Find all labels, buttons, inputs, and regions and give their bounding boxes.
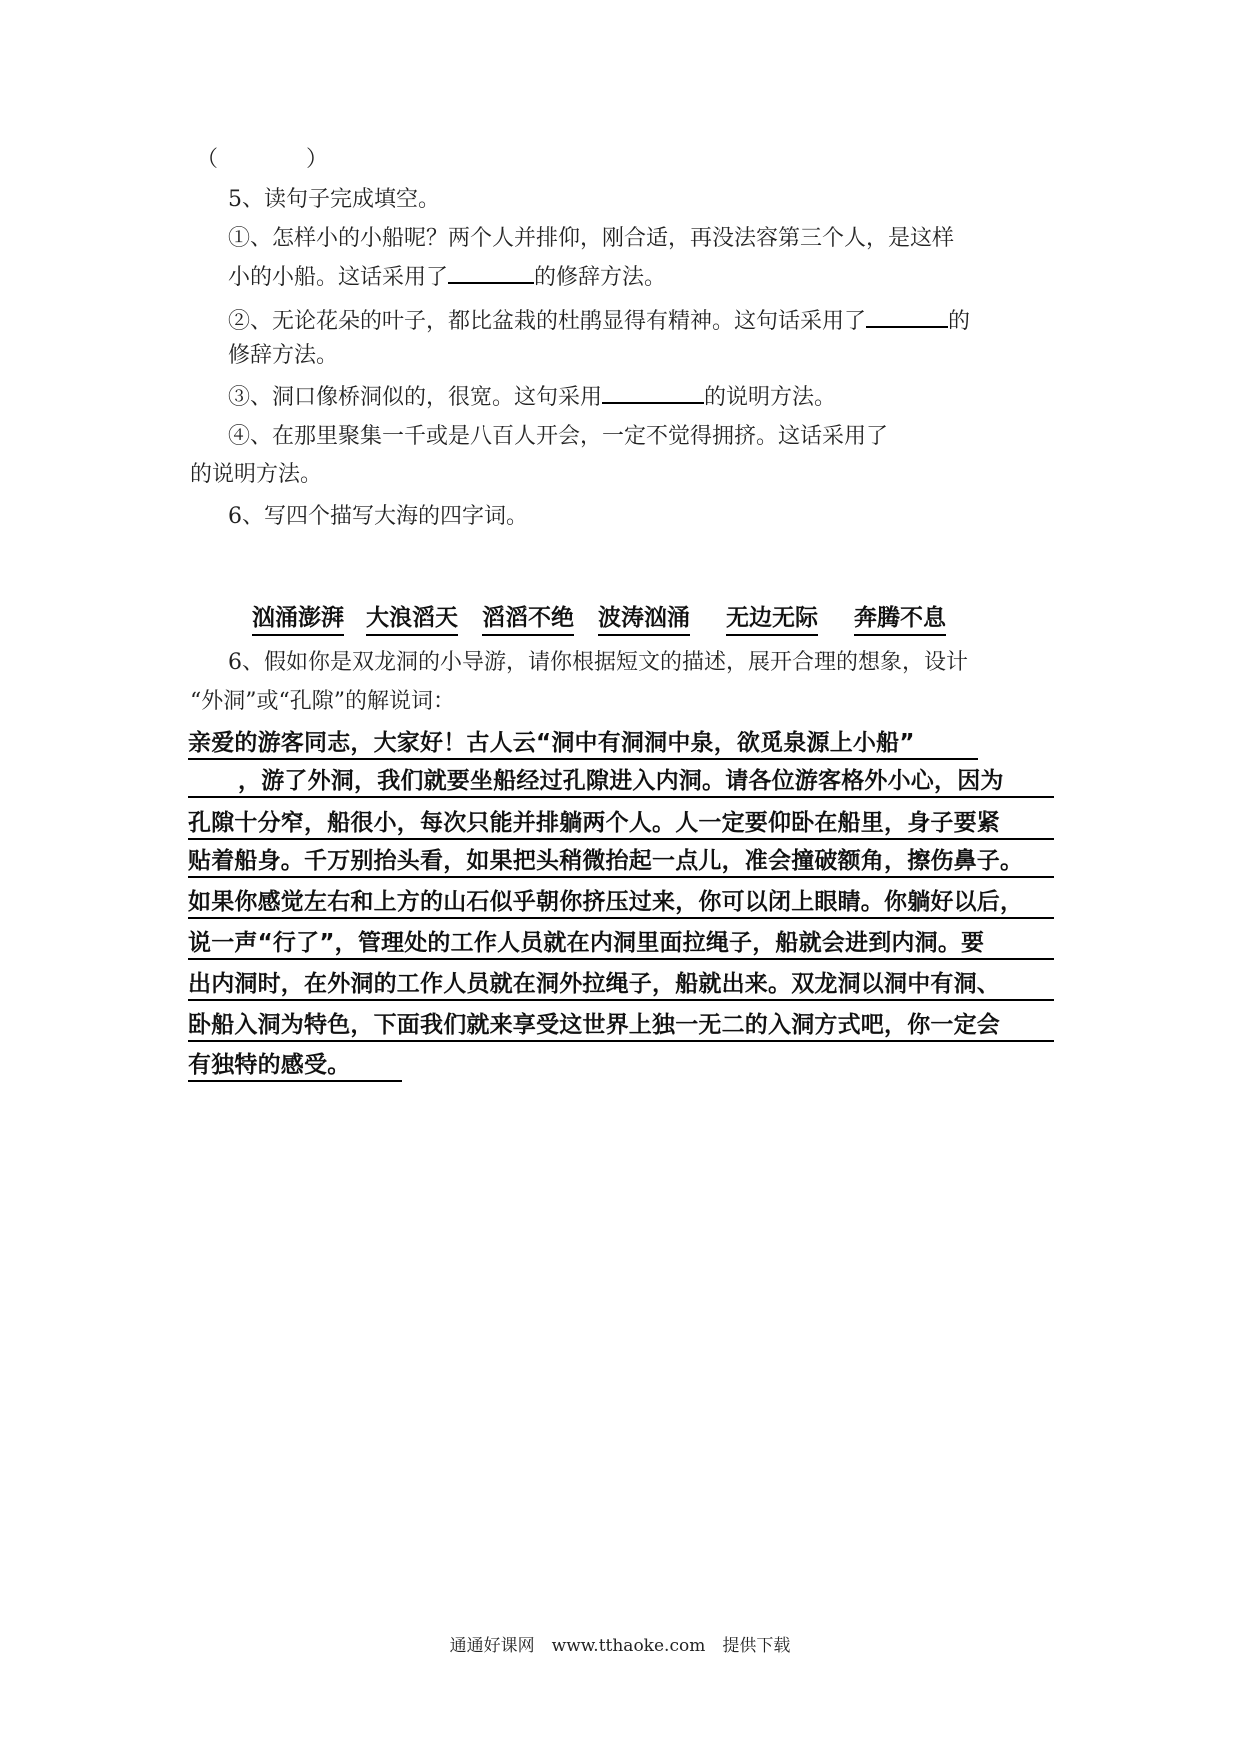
q5-item2-line2: 修辞方法。 — [228, 343, 339, 368]
q5-item2-line1 — [228, 304, 970, 336]
question-6b-title-line2: “外洞”或“孔隙”的解说词： — [190, 689, 455, 714]
sea-words-answer — [252, 603, 946, 636]
guide-script-line: 卧船入洞为特色，下面我们就来享受这世界上独一无二的入洞方式吧，你一定会 — [188, 1010, 1054, 1042]
guide-script-line: 说一声“行了”，管理处的工作人员就在内洞里面拉绳子，船就会进到内洞。要 — [188, 928, 1054, 960]
q5-item3 — [228, 380, 836, 412]
question-6a-title: 6、写四个描写大海的四字词。 — [228, 504, 528, 529]
q5-item1-line2 — [228, 260, 666, 292]
q5-item1-blank — [448, 260, 534, 284]
guide-script-line: 如果你感觉左右和上方的山石似乎朝你挤压过来，你可以闭上眼睛。你躺好以后， — [188, 887, 1054, 919]
q5-item2-blank — [866, 304, 948, 328]
sea-word: 奔腾不息 — [854, 603, 946, 636]
q5-item2-text-b: 的 — [948, 309, 971, 334]
sea-word: 大浪滔天 — [366, 603, 458, 636]
guide-script-line: 出内洞时，在外洞的工作人员就在洞外拉绳子，船就出来。双龙洞以洞中有洞、 — [188, 969, 1054, 1001]
guide-script-line: 贴着船身。千万别抬头看，如果把头稍微抬起一点儿，准会撞破额角，擦伤鼻子。 — [188, 846, 1054, 878]
q5-item3-text-a: ③、洞口像桥洞似的，很宽。这句采用 — [228, 385, 603, 410]
q5-item3-blank — [602, 380, 704, 404]
q5-item4-line1: ④、在那里聚集一千或是八百人开会，一定不觉得拥挤。这话采用了 — [228, 424, 889, 449]
q5-item2-text-a: ②、无论花朵的叶子，都比盆栽的杜鹃显得有精神。这句话采用了 — [228, 309, 867, 334]
sea-word: 汹涌澎湃 — [252, 603, 344, 636]
answer-parentheses: （ ） — [196, 147, 329, 172]
q5-item1-text-b: 的修辞方法。 — [534, 265, 667, 290]
sea-word: 无边无际 — [726, 603, 818, 636]
guide-script-line: 有独特的感受。 — [188, 1050, 402, 1082]
guide-script-line: 孔隙十分窄，船很小，每次只能并排躺两个人。人一定要仰卧在船里，身子要紧 — [188, 808, 1054, 840]
guide-script-line: ，游了外洞，我们就要坐船经过孔隙进入内洞。请各位游客格外小心，因为 — [188, 766, 1054, 798]
guide-script-line: 亲爱的游客同志，大家好！古人云“洞中有洞洞中泉，欲觅泉源上小船” — [188, 728, 978, 760]
q5-item1-text-a: 小的小船。这话采用了 — [228, 265, 449, 290]
q5-item4-line2: 的说明方法。 — [190, 462, 323, 487]
sea-word: 波涛汹涌 — [598, 603, 690, 636]
q5-item3-text-b: 的说明方法。 — [704, 385, 837, 410]
page-footer: 通通好课网 www.tthaoke.com 提供下载 — [449, 1636, 791, 1656]
q5-item1-line1: ①、怎样小的小船呢？两个人并排仰，刚合适，再没法容第三个人，是这样 — [228, 226, 955, 251]
question-5-title: 5、读句子完成填空。 — [228, 187, 440, 212]
question-6b-title-line1: 6、假如你是双龙洞的小导游，请你根据短文的描述，展开合理的想象，设计 — [228, 650, 968, 675]
sea-word: 滔滔不绝 — [482, 603, 574, 636]
